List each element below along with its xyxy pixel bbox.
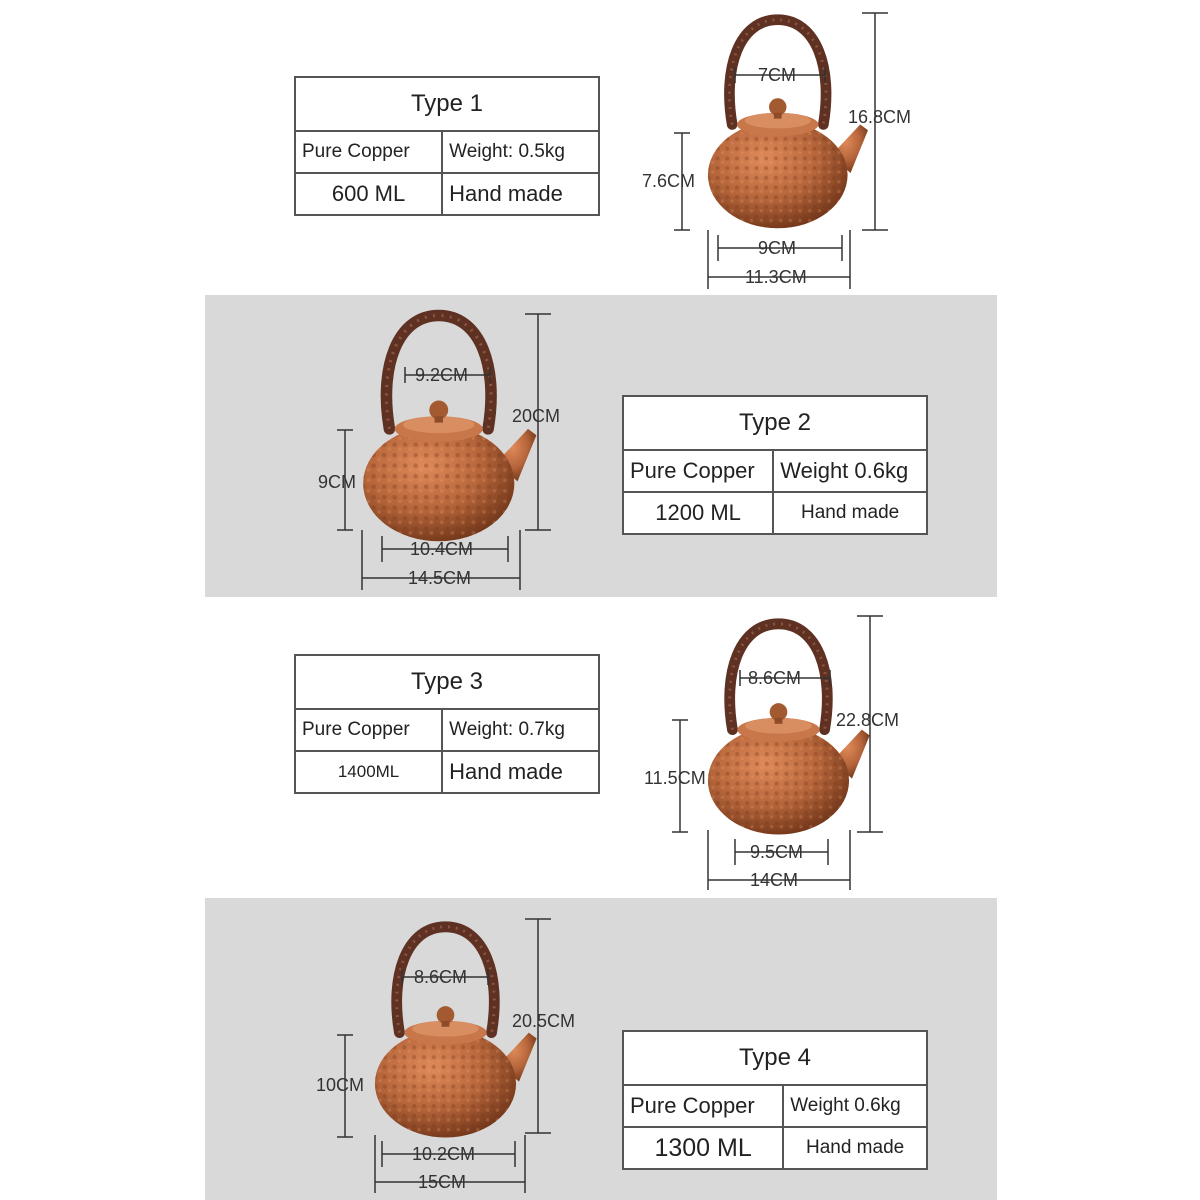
dim-body: 9CM [318, 472, 357, 492]
dim-lid: 7CM [758, 65, 797, 85]
capacity-cell: 1200 ML [623, 492, 773, 534]
dim-body: 7.6CM [642, 171, 696, 191]
spec-table-type2 [622, 395, 928, 535]
dim-width: 14CM [750, 870, 799, 890]
craft-cell: Hand made [442, 173, 599, 215]
material-cell: Pure Copper [623, 1085, 783, 1127]
dim-base: 9.5CM [750, 842, 804, 862]
dim-base: 10.2CM [412, 1144, 476, 1164]
spec-table-type4 [622, 1030, 928, 1170]
type-title: Type 3 [295, 655, 599, 709]
capacity-cell: 600 ML [295, 173, 442, 215]
weight-cell: Weight 0.6kg [783, 1085, 927, 1127]
dim-width: 14.5CM [408, 568, 472, 588]
dim-base: 9CM [758, 238, 797, 258]
type-title: Type 4 [623, 1031, 927, 1085]
kettle-image [363, 316, 536, 542]
dim-width: 15CM [418, 1172, 467, 1192]
dim-lid: 8.6CM [748, 668, 802, 688]
kettle-figure-type1 [630, 5, 930, 290]
material-cell: Pure Copper [295, 709, 442, 751]
kettle-image [375, 927, 537, 1138]
dim-height: 22.8CM [836, 710, 900, 730]
material-cell: Pure Copper [623, 450, 773, 492]
dim-body: 11.5CM [644, 768, 706, 788]
spec-table-type3 [294, 654, 600, 794]
dim-width: 11.3CM [745, 267, 807, 287]
material-cell: Pure Copper [295, 131, 442, 173]
weight-cell: Weight 0.6kg [773, 450, 927, 492]
craft-cell: Hand made [773, 492, 927, 534]
kettle-figure-type3 [640, 610, 930, 895]
dim-body: 10CM [316, 1075, 365, 1095]
craft-cell: Hand made [783, 1127, 927, 1169]
dim-height: 20.5CM [512, 1011, 576, 1031]
type-title: Type 2 [623, 396, 927, 450]
kettle-image [708, 20, 868, 229]
weight-cell: Weight: 0.5kg [442, 131, 599, 173]
craft-cell: Hand made [442, 751, 599, 793]
dim-height: 16.8CM [848, 107, 912, 127]
spec-table-type1 [294, 76, 600, 216]
dim-lid: 8.6CM [414, 967, 468, 987]
kettle-figure-type2 [310, 300, 600, 590]
type-title: Type 1 [295, 77, 599, 131]
capacity-cell: 1300 ML [623, 1127, 783, 1169]
dim-base: 10.4CM [410, 539, 474, 559]
weight-cell: Weight: 0.7kg [442, 709, 599, 751]
capacity-cell: 1400ML [295, 751, 442, 793]
kettle-figure-type4 [310, 905, 600, 1195]
dim-lid: 9.2CM [415, 365, 469, 385]
dim-height: 20CM [512, 406, 561, 426]
